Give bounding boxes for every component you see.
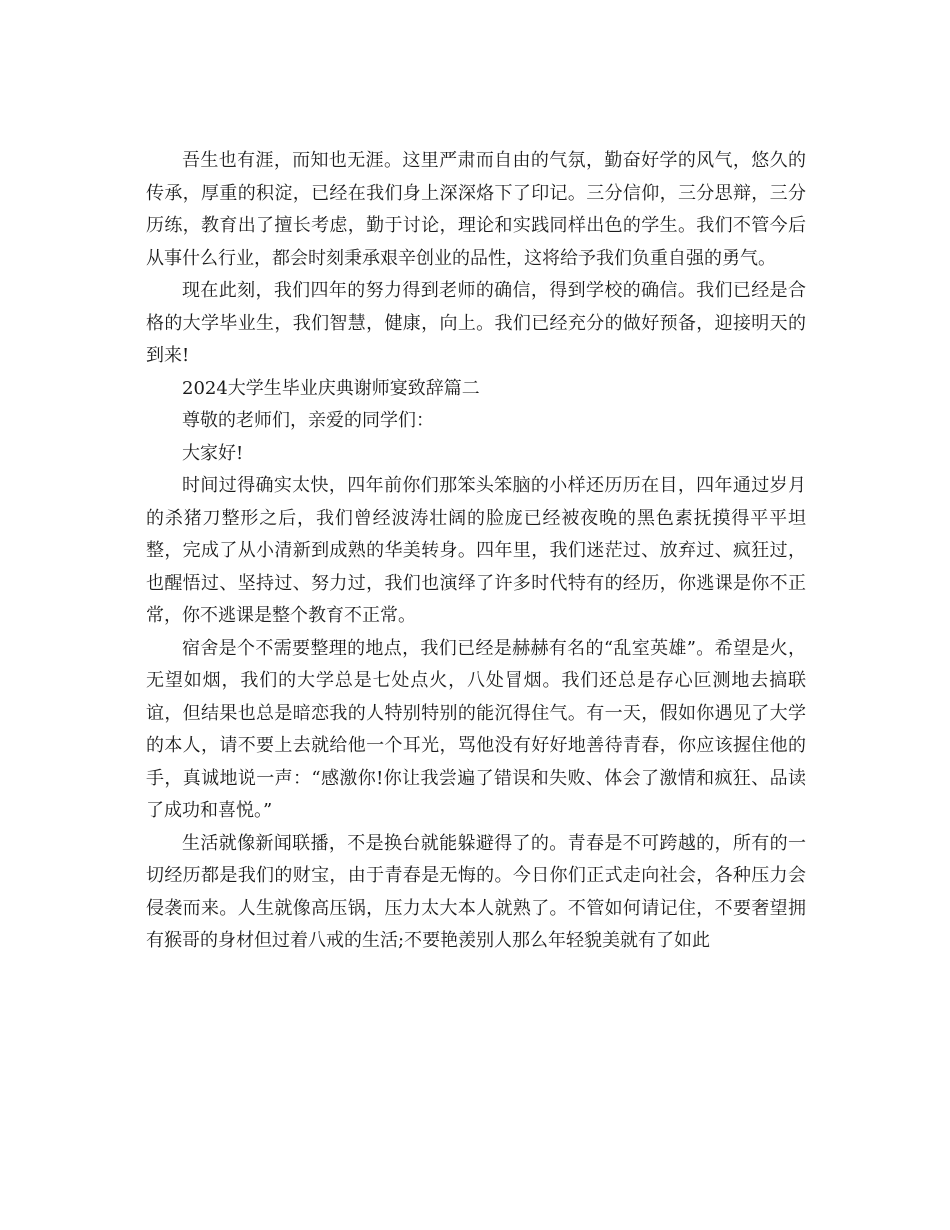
document-body <box>146 145 806 958</box>
section-heading: 2024大学生毕业庆典谢师宴致辞篇二 <box>182 377 480 399</box>
paragraph-3: 时间过得确实太快，四年前你们那笨头笨脑的小样还历历在目，四年通过岁月的杀猪刀整形之后，我们曾经波涛壮阔的脸庞已经被夜晚的黑色素抚摸得平平坦整，完成了从小清新到成熟的华美转身。四年里，我们迷茫过、放弃过、疯狂过，也醒悟过、坚持过、努力过，我们也演绎了许多时代特有的经历，你逃课是你不正常，你不逃课是整个教育不正常。 <box>146 475 806 626</box>
paragraph-1: 吾生也有涯，而知也无涯。这里严肃而自由的气氛，勤奋好学的风气，悠久的传承，厚重的积淀，已经在我们身上深深烙下了印记。三分信仰，三分思辩，三分历练，教育出了擅长考虑，勤于讨论，理论和实践同样出色的学生。我们不管今后从事什么行业，都会时刻秉承艰辛创业的品性，这将给予我们负重自强的勇气。 <box>146 150 806 269</box>
paragraph-2: 现在此刻，我们四年的努力得到老师的确信，得到学校的确信。我们已经是合格的大学毕业生，我们智慧，健康，向上。我们已经充分的做好预备，迎接明天的到来! <box>146 280 806 366</box>
salutation: 尊敬的老师们，亲爱的同学们： <box>182 410 434 431</box>
paragraph-5: 生活就像新闻联播，不是换台就能躲避得了的。青春是不可跨越的，所有的一切经历都是我们的财宝，由于青春是无悔的。今日你们正式走向社会，各种压力会侵袭而来。人生就像高压锅，压力太大本人就熟了。不管如何请记住，不要奢望拥有猴哥的身材但过着八戒的生活;不要艳羡别人那么年轻貌美就有了如此 <box>146 832 806 951</box>
greeting: 大家好! <box>182 442 244 464</box>
paragraph-4: 宿舍是个不需要整理的地点，我们已经是赫赫有名的“乱室英雄”。希望是火，无望如烟，我们的大学总是七处点火，八处冒烟。我们还总是存心叵测地去搞联谊，但结果也总是暗恋我的人特别特别的能沉得住气。有一天，假如你遇见了大学的本人，请不要上去就给他一个耳光，骂他没有好好地善待青春，你应该握住他的手，真诚地说一声：“感激你!你让我尝遍了错误和失败、体会了激情和疯狂、品读了成功和喜悦。” <box>146 637 806 821</box>
